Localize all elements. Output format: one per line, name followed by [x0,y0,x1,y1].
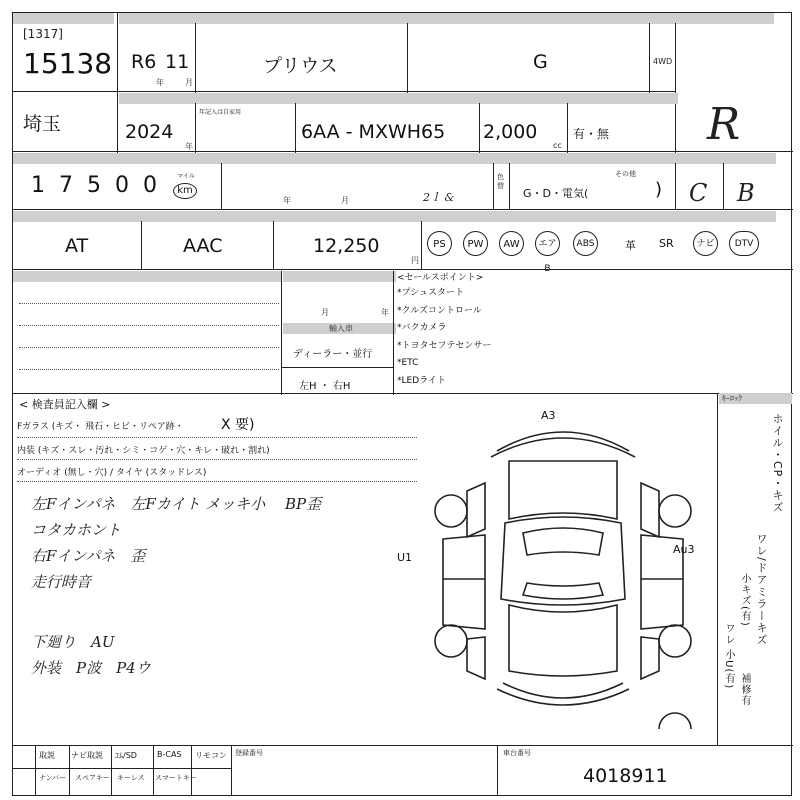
footer-spare-key: スペアキー [75,774,110,782]
grade: G [533,51,548,73]
fuel-type: G・D・電気( [523,187,589,200]
displacement: 2,000 [483,121,538,143]
history-header-bar [283,271,396,282]
sales-point: *バクカメラ [397,323,447,333]
lot-number: 15138 [23,47,113,80]
lot-label: [1317] [23,27,63,41]
lot-header-bar [13,13,114,24]
handwritten-line: 走行時音 [31,573,92,591]
interior-line: 内装 (キズ・スレ・汚れ・シミ・コゲ・穴・キレ・破れ・割れ) [17,446,270,456]
footer-frame-number: 4018911 [583,765,668,787]
model-code: 6AA - MXWH65 [301,121,446,143]
equip-pw: PW [463,231,488,256]
footer-manual: 取説 [39,751,55,760]
equip-sunroof: SR [659,237,674,250]
equip-aw: AW [499,231,524,256]
glass-mark: X 要) [221,417,255,433]
first-reg-note: 年記入は自家用 [199,109,242,116]
handle-label: 左H ・ 右H [299,381,351,392]
score: R [707,99,741,150]
auction-sheet [12,12,792,796]
inspector-title: < 検査員記入欄 > [19,398,111,411]
footer-navi-manual: ナビ取説 [71,751,103,760]
mileage-header-bar [13,153,776,164]
handwritten-line: 右Fインパネ 歪 [31,547,146,565]
diagram-left-mark: U1 [397,551,413,564]
aircon: AAC [183,235,223,257]
keylock-label: ｷｰﾛｯｸ [719,393,792,404]
model-year: R6 [131,51,157,73]
footer-remote: リモコン [195,751,227,760]
shaken-month-label: 月 [341,196,349,205]
import-label: 輸入車 [283,323,396,334]
equip-ps: PS [427,231,452,256]
dealer-label: ディーラー・並行 [293,349,373,360]
footer-bcas: B-CAS [157,750,182,759]
sales-point: *ETC [397,358,419,368]
sales-points-title: <セールスポイント> [397,273,484,283]
shaken-year-label: 年 [283,196,291,205]
audio-line: オーディオ (無し・穴) / タイヤ (スタッドレス) [17,468,207,478]
equipment-header-bar [13,211,776,222]
diagram-right-mark: Au3 [673,543,695,556]
bp-note: BP歪 [285,495,322,513]
sales-point: *プシュスタート [397,288,464,298]
sales-point: *LEDライト [397,375,446,386]
color-change-label: 色替 [497,173,504,190]
footer-keyless: キーレス [117,774,145,782]
handwritten-line: コタカホント [31,521,122,539]
history-year: 年 [381,308,389,317]
footer-sd: ｺﾑ/SD [115,751,137,760]
equip-navi: ナビ [693,231,718,256]
side-legend-1: ホイル・CP・キズ [771,413,784,514]
handwritten-line: 下廻り AU [31,633,115,651]
model-month: 11 [165,51,190,73]
recycle-fee: 12,250 [313,235,380,257]
sales-point: *クルズコントロール [397,305,482,316]
handwritten-line: 外装 P波 P4ウ [31,659,151,677]
car-diagram [413,399,723,729]
transmission: AT [65,235,89,257]
side-legend-3: 小キズ(有) [739,573,750,627]
mileage-digits: 17500 [31,173,171,198]
equip-airbag: エアB [535,231,560,256]
first-reg-year-unit: 年 [185,142,193,151]
history-month: 月 [321,308,329,317]
fuel-other-label: その他 [615,170,636,178]
shaken-note: 2ｌ & [423,191,455,204]
footer-reg-label: 登録番号 [235,749,263,757]
handwritten-line: 左Fインパネ 左Fカイト メッキ小 [31,495,266,513]
footer-smartkey: スマートキー [155,774,197,782]
diagram-front-mark: A3 [541,409,556,422]
side-legend-4: ワレ 小U(有) [723,623,734,690]
year-unit: 年 [156,78,164,87]
month-unit: 月 [185,78,193,87]
fuel-close: ) [655,179,663,200]
interior-grade: C [689,179,708,207]
equip-dtv: DTV [729,231,759,256]
side-legend-5: 補修有 [739,673,750,706]
exterior-grade: B [737,179,755,207]
ac-label: 有・無 [573,127,610,141]
sales-points-list [397,285,491,390]
equip-abs: ABS [573,231,598,256]
equip-leather: 革 [625,239,636,252]
yen-unit: 円 [411,256,419,265]
side-legend-2: ワレ/ドアミラーキズ [755,533,768,646]
first-reg-year: 2024 [125,121,174,143]
sales-point: *トヨタセフテセンサー [397,340,492,351]
region: 埼玉 [23,113,62,135]
footer-number: ナンバー [39,774,67,782]
notes-header-bar [13,271,282,282]
drive-type: 4WD [653,57,673,66]
mileage-unit-km: km [173,183,197,199]
footer-frame-label: 車台番号 [503,749,531,757]
spec-header-bar [119,93,678,104]
handwritten-notes [31,491,265,681]
car-name: プリウス [263,55,338,77]
glass-line: Fガラス (キズ・ 飛石・ヒビ・リペア跡・ [17,422,184,432]
mileage-unit-mile: マイル [177,173,195,180]
cc-unit: cc [553,141,562,150]
